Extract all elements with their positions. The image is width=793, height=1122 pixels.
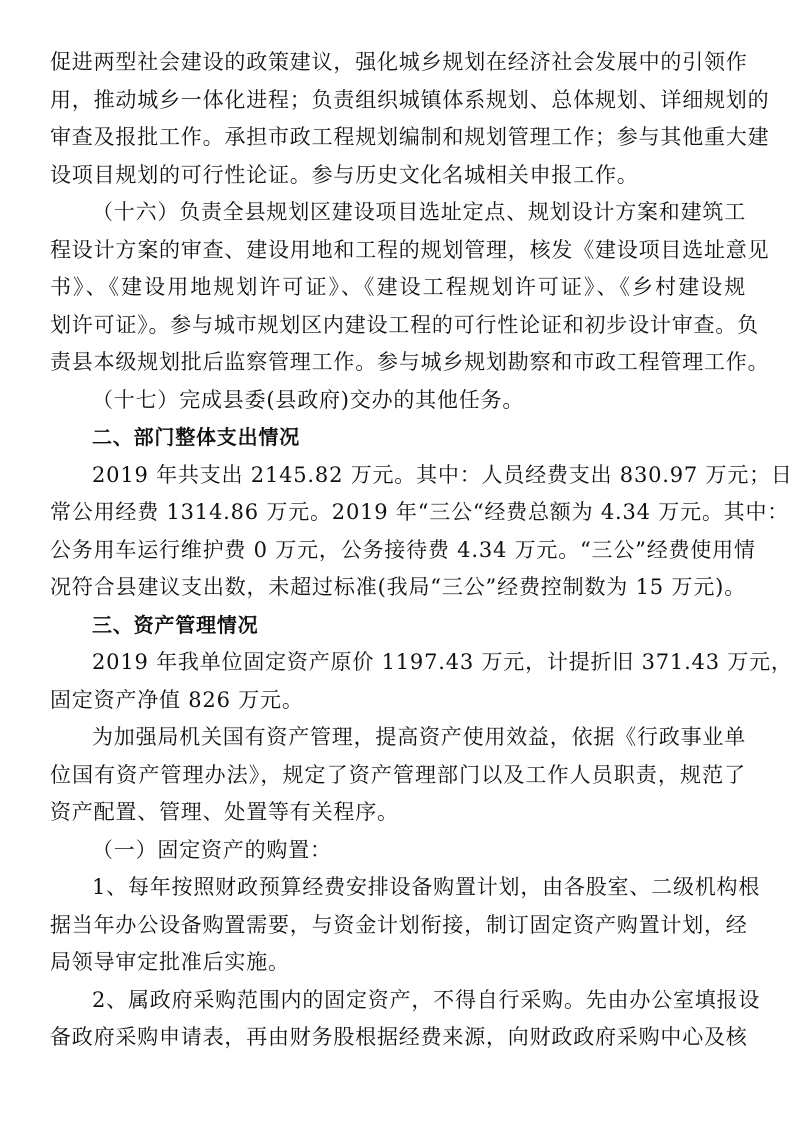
text-line: 公务用车运行维护费 0 万元，公务接待费 4.34 万元。“三公”经费使用情 <box>50 537 756 562</box>
text-line: 为加强局机关国有资产管理，提高资产使用效益，依据《行政事业单 <box>92 725 746 749</box>
section-heading: 三、资产管理情况 <box>92 612 259 637</box>
text-line: 固定资产净值 826 万元。 <box>50 687 304 712</box>
text-line: 2019 年我单位固定资产原价 1197.43 万元，计提折旧 371.43 万元， <box>92 650 793 674</box>
text-line: 书》、《建设用地规划许可证》、《建设工程规划许可证》、《乡村建设规 <box>50 275 746 299</box>
text-line: 程设计方案的审查、建设用地和工程的规划管理，核发《建设项目选址意见 <box>50 237 770 262</box>
text-line: （十六）负责全县规划区建设项目选址定点、规划设计方案和建筑工 <box>92 200 746 224</box>
text-line: 用，推动城乡一体化进程；负责组织城镇体系规划、总体规划、详细规划的 <box>50 87 770 112</box>
section-heading: 二、部门整体支出情况 <box>92 425 300 449</box>
text-line: 1、每年按照财政预算经费安排设备购置计划，由各股室、二级机构根 <box>92 875 761 899</box>
text-line: 资产配置、管理、处置等有关程序。 <box>50 800 399 824</box>
text-line: 2、属政府采购范围内的固定资产，不得自行采购。先由办公室填报设 <box>92 987 761 1012</box>
text-line: 常公用经费 1314.86 万元。2019 年“三公“经费总额为 4.34 万元。其中： <box>50 500 790 524</box>
text-line: 况符合县建议支出数，未超过标准(我局“三公”经费控制数为 15 万元)。 <box>50 575 746 599</box>
text-line: （十七）完成县委(县政府)交办的其他任务。 <box>92 387 525 412</box>
text-line: 促进两型社会建设的政策建议，强化城乡规划在经济社会发展中的引领作 <box>50 50 748 74</box>
text-line: 位国有资产管理办法》，规定了资产管理部门以及工作人员职责，规范了 <box>50 762 746 787</box>
text-line: 责县本级规划批后监察管理工作。参与城乡规划勘察和市政工程管理工作。 <box>50 350 770 374</box>
text-line: 审查及报批工作。承担市政工程规划编制和规划管理工作；参与其他重大建 <box>50 125 770 149</box>
text-line: 设项目规划的可行性论证。参与历史文化名城相关申报工作。 <box>50 162 639 187</box>
text-line: 备政府采购申请表，再由财务股根据经费来源，向财政政府采购中心及核 <box>50 1025 748 1049</box>
document-page <box>50 44 793 1057</box>
text-line: 局领导审定批准后实施。 <box>50 950 290 974</box>
text-line: 2019 年共支出 2145.82 万元。其中：人员经费支出 830.97 万元；日 <box>92 462 793 487</box>
text-line: 据当年办公设备购置需要，与资金计划衔接，制订固定资产购置计划，经 <box>50 912 748 937</box>
text-line: （一）固定资产的购置： <box>92 837 332 862</box>
text-line: 划许可证》。参与城市规划区内建设工程的可行性论证和初步设计审查。负 <box>50 312 759 337</box>
